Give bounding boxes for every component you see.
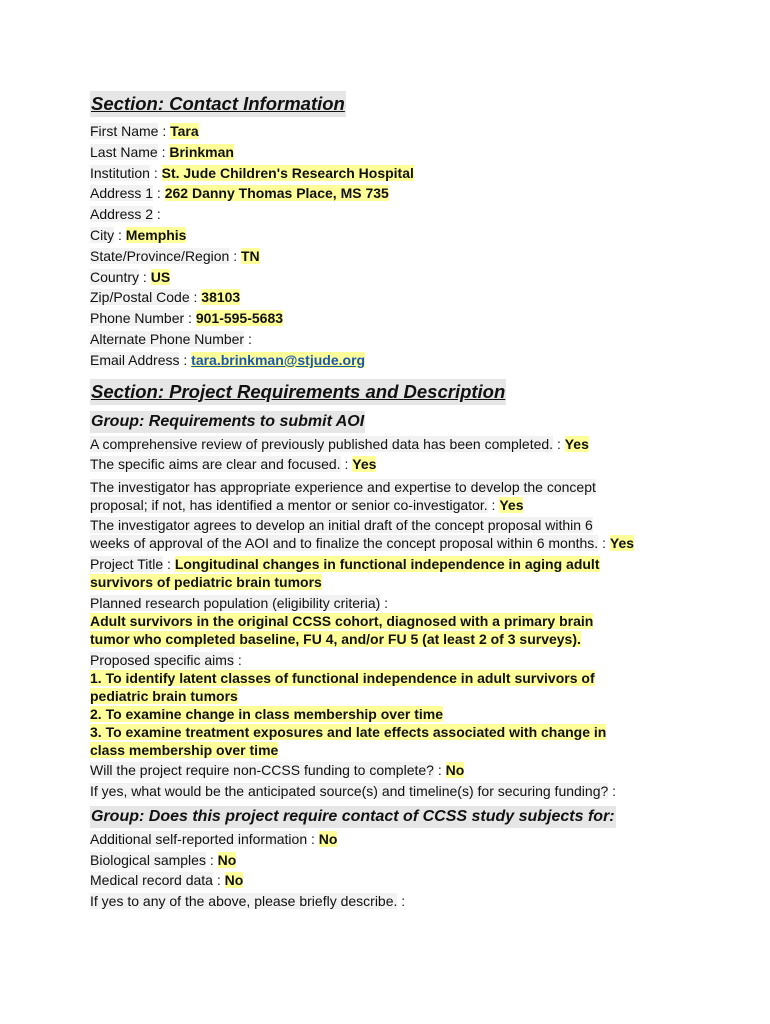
document	[90, 91, 690, 912]
question-label: If yes to any of the above, please briefly describe.	[90, 893, 398, 910]
question-medical-record: Medical record data : No	[90, 872, 244, 889]
question-label-line1: The investigator has appropriate experience and expertise to develop the concept	[90, 479, 596, 496]
question-funding: Will the project require non-CCSS funding to complete? : No	[90, 762, 465, 779]
question-label: A comprehensive review of previously published data has been completed.	[90, 435, 554, 452]
field-state: State/Province/Region : TN	[90, 247, 260, 264]
group-title-contact-subjects: Group: Does this project require contact of CCSS study subjects for:	[90, 806, 616, 828]
email-link[interactable]: tara.brinkman@stjude.org	[191, 351, 366, 368]
question-label-line2: weeks of approval of the AOI and to finalize the concept proposal within 6 months.	[90, 535, 599, 552]
project-title-line1: Longitudinal changes in functional independence in aging adult	[174, 556, 600, 573]
field-last-name: Last Name : Brinkman	[90, 143, 234, 160]
field-label: Project Title	[90, 556, 164, 573]
field-value: Tara	[170, 123, 199, 139]
field-label: First Name	[90, 123, 159, 139]
field-label: Institution	[90, 164, 150, 181]
question-review: A comprehensive review of previously published data has been completed. : Yes	[90, 435, 589, 452]
question-label: The specific aims are clear and focused.	[90, 456, 341, 473]
section-title-project: Section: Project Requirements and Description	[90, 379, 506, 405]
question-label: Additional self-reported information	[90, 830, 308, 847]
aim-line: 3. To examine treatment exposures and late effects associated with change in	[90, 724, 607, 741]
question-label: Medical record data	[90, 872, 213, 889]
aim-line: 1. To identify latent classes of functional independence in adult survivors of	[90, 670, 595, 687]
field-label: State/Province/Region	[90, 247, 230, 264]
group-title-requirements: Group: Requirements to submit AOI	[90, 411, 365, 433]
field-label: City	[90, 226, 115, 243]
population-line1: Adult survivors in the original CCSS cohort, diagnosed with a primary brain	[90, 613, 594, 630]
project-title-field: Project Title : Longitudinal changes in functional independence in aging adult survivors of pediatric brain tumors	[90, 556, 600, 591]
question-label-line1: The investigator agrees to develop an initial draft of the concept proposal within 6	[90, 517, 593, 534]
question-timeline: The investigator agrees to develop an initial draft of the concept proposal within 6 weeks of approval of the AOI and to finalize the concept proposal within 6 months. : Yes	[90, 517, 635, 552]
field-country: Country : US	[90, 268, 171, 285]
field-phone: Phone Number : 901-595-5683	[90, 310, 284, 327]
field-value: St. Jude Children's Research Hospital	[161, 164, 414, 181]
field-label: Proposed specific aims	[90, 652, 234, 669]
answer-value: No	[318, 830, 338, 847]
field-address-2: Address 2 :	[90, 206, 161, 223]
field-value: 38103	[201, 289, 241, 306]
question-label: Will the project require non-CCSS funding to complete?	[90, 762, 434, 779]
answer-value: No	[217, 851, 237, 868]
section-title-contact: Section: Contact Information	[90, 91, 346, 117]
section-project	[90, 379, 690, 912]
population-line2: tumor who completed baseline, FU 4, and/or FU 5 (at least 2 of 3 surveys).	[90, 631, 581, 648]
field-value: 262 Danny Thomas Place, MS 735	[164, 185, 389, 202]
aim-line: 2. To examine change in class membership over time	[90, 706, 443, 723]
question-biological: Biological samples : No	[90, 851, 237, 868]
field-zip: Zip/Postal Code : 38103	[90, 289, 241, 306]
aim-line: pediatric brain tumors	[90, 688, 238, 705]
field-label: Address 1	[90, 185, 154, 202]
field-label: Planned research population (eligibility criteria)	[90, 595, 381, 612]
field-label: Last Name	[90, 143, 158, 160]
field-city: City : Memphis	[90, 226, 187, 243]
field-label: Address 2	[90, 206, 154, 223]
field-alt-phone: Alternate Phone Number :	[90, 330, 252, 347]
aims-field: Proposed specific aims : 1. To identify latent classes of functional independence in adult survivors of pediatric brain tumors 2. To examine change in class membership over time 3. To examine treatment exposures and late effects associated with change in class membership over time	[90, 652, 607, 759]
question-label: Biological samples	[90, 851, 206, 868]
field-label: Country	[90, 268, 140, 285]
question-funding-source: If yes, what would be the anticipated source(s) and timeline(s) for securing funding? :	[90, 782, 617, 799]
field-email: Email Address : tara.brinkman@stjude.org	[90, 351, 366, 368]
field-label: Email Address	[90, 351, 180, 368]
field-label: Zip/Postal Code	[90, 289, 190, 306]
aim-line: class membership over time	[90, 742, 279, 759]
field-value: 901-595-5683	[195, 310, 284, 327]
question-describe: If yes to any of the above, please briefly describe. :	[90, 893, 406, 910]
question-label: If yes, what would be the anticipated source(s) and timeline(s) for securing funding?	[90, 782, 609, 799]
field-label: Phone Number	[90, 310, 185, 327]
answer-value: Yes	[499, 497, 524, 514]
question-aims-clear: The specific aims are clear and focused. : Yes	[90, 456, 377, 473]
field-value: TN	[240, 247, 260, 264]
field-value: Memphis	[125, 226, 187, 243]
population-field: Planned research population (eligibility criteria) : Adult survivors in the original CCSS cohort, diagnosed with a primary brain tumor who completed baseline, FU 4, and/or FU 5 (at least 2 of 3 surveys).	[90, 595, 594, 648]
question-label-line2: proposal; if not, has identified a mentor or senior co-investigator.	[90, 497, 488, 514]
question-self-reported: Additional self-reported information : No	[90, 830, 338, 847]
answer-value: No	[445, 762, 465, 779]
question-experience: The investigator has appropriate experience and expertise to develop the concept proposal; if not, has identified a mentor or senior co-investigator. : Yes	[90, 479, 596, 514]
answer-value: No	[224, 872, 244, 889]
answer-value: Yes	[352, 456, 377, 473]
field-address-1: Address 1 : 262 Danny Thomas Place, MS 735	[90, 185, 389, 202]
project-title-line2: survivors of pediatric brain tumors	[90, 574, 322, 591]
section-contact	[90, 91, 690, 371]
field-label: Alternate Phone Number	[90, 330, 245, 347]
answer-value: Yes	[609, 535, 635, 552]
field-value: US	[150, 268, 171, 285]
field-first-name: First Name : Tara	[90, 123, 199, 139]
field-institution: Institution : St. Jude Children's Research Hospital	[90, 164, 414, 181]
answer-value: Yes	[564, 435, 589, 452]
field-value: Brinkman	[169, 143, 234, 160]
